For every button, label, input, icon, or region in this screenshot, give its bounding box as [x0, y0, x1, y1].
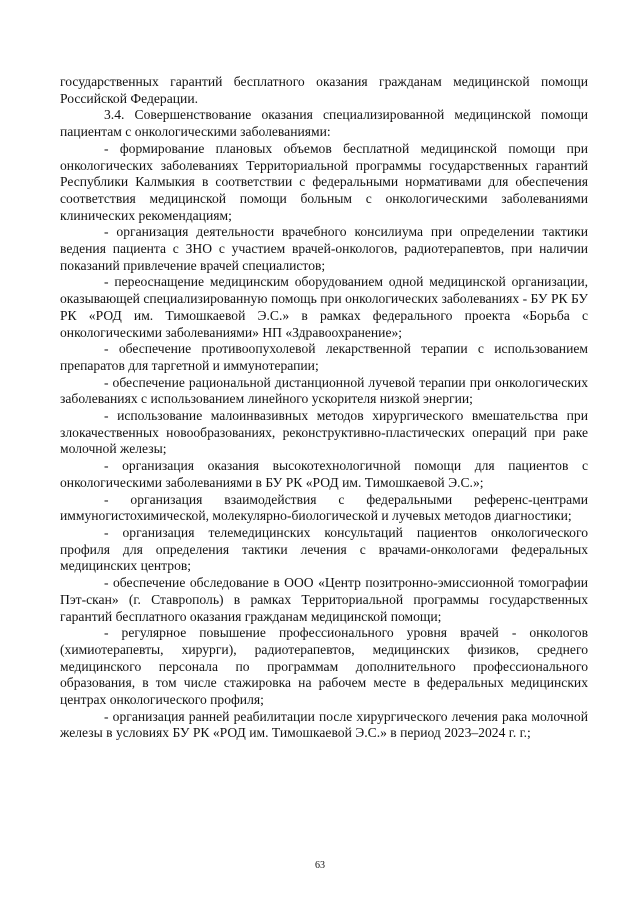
list-item: - регулярное повышение профессионального уровня врачей - онкологов (химиотерапевты, хирурги), радиотерапевтов, медицинских физиков, среднего медицинского персонала по программам дополнительного профессионального образования, в том числе стажировка на рабочем месте в федеральных медицинских центрах онкологического профиля; [60, 625, 588, 708]
list-item: - организация телемедицинских консультаций пациентов онкологического профиля для определения тактики лечения с врачами-онкологами федеральных медицинских центров; [60, 524, 588, 574]
list-item: - обеспечение обследование в ООО «Центр позитронно-эмиссионной томографии Пэт-скан» (г. Ставрополь) в рамках Территориальной программы государственных гарантий бесплатного оказания гражданам медицинской помощи; [60, 575, 588, 624]
section-heading-3-4: 3.4. Совершенствование оказания специализированной медицинской помощи пациентам с онкологическими заболеваниями: [60, 107, 588, 140]
list-item: - организация взаимодействия с федеральными референс-центрами иммуногистохимической, молекулярно-биологической и лучевых методов диагностики; [60, 491, 588, 524]
list-item: - обеспечение противоопухолевой лекарственной терапии с использованием препаратов для таргетной и иммунотерапии; [60, 341, 588, 373]
paragraph-continuation: государственных гарантий бесплатного оказания гражданам медицинской помощи Российской Федерации. [60, 74, 588, 106]
page-number: 63 [315, 860, 325, 871]
list-item: - обеспечение рациональной дистанционной лучевой терапии при онкологических заболеваниях с использованием линейного ускорителя низкой энергии; [60, 374, 588, 407]
document-body [60, 74, 588, 742]
list-item: - переоснащение медицинским оборудованием одной медицинской организации, оказывающей специализированную помощь при онкологических заболеваниях - БУ РК БУ РК «РОД им. Тимошкаевой Э.С.» в рамках федерального проекта «Борьба с онкологическими заболеваниями» НП «Здравоохранение»; [60, 274, 588, 340]
list-item: - формирование плановых объемов бесплатной медицинской помощи при онкологических заболеваниях Территориальной программы государственных гарантий Республики Калмыкия в соответствии с федеральными нормативами для обеспечения соответствия медицинской помощи больным с онкологическими заболеваниями клинических рекомендациям; [60, 140, 588, 223]
list-item: - организация оказания высокотехнологичной помощи для пациентов с онкологическими заболеваниями в БУ РК «РОД им. Тимошкаевой Э.С.»; [60, 458, 588, 490]
list-item: - организация ранней реабилитации после хирургического лечения рака молочной железы в условиях БУ РК «РОД им. Тимошкаевой Э.С.» в период 2023–2024 г. г.; [60, 708, 588, 741]
list-item: - организация деятельности врачебного консилиума при определении тактики ведения пациента с ЗНО с участием врачей-онкологов, радиотерапевтов, при наличии показаний привлечение врачей специалистов; [60, 224, 588, 273]
list-item: - использование малоинвазивных методов хирургического вмешательства при злокачественных новообразованиях, реконструктивно-пластических операций при раке молочной железы; [60, 408, 588, 457]
